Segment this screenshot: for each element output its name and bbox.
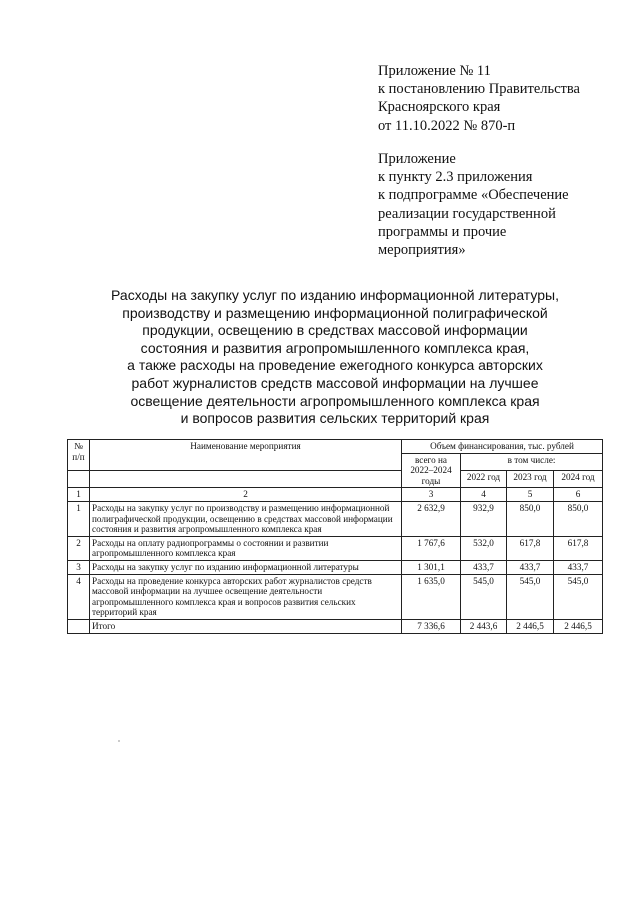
header-total-line: всего на [415, 454, 447, 465]
appendix-11-line: Приложение № 11 [378, 63, 491, 79]
header-funding: Объем финансирования, тыс. рублей [402, 440, 603, 454]
table-row [68, 536, 603, 560]
header-num-cont [68, 470, 90, 487]
row-2024: 850,0 [554, 501, 603, 536]
header-total-line: 2022–2024 годы [410, 465, 452, 486]
row-total: 1 635,0 [402, 574, 461, 619]
row-2023: 433,7 [507, 560, 554, 574]
row-2024: 433,7 [554, 560, 603, 574]
appendix-11-line: к постановлению Правительства [378, 81, 580, 98]
row-name: Расходы на закупку услуг по изданию информационной литературы [90, 560, 402, 574]
total-2022: 2 443,6 [461, 619, 507, 633]
row-2023: 617,8 [507, 536, 554, 560]
row-2022: 532,0 [461, 536, 507, 560]
row-num: 3 [68, 560, 90, 574]
appendix-11-line: Красноярского края [378, 99, 501, 116]
row-2022: 545,0 [461, 574, 507, 619]
header-2023: 2023 год [507, 470, 554, 487]
header-2024: 2024 год [554, 470, 603, 487]
row-total: 1 767,6 [402, 536, 461, 560]
table-header-row [68, 470, 603, 487]
total-2024: 2 446,5 [554, 619, 603, 633]
row-2023: 545,0 [507, 574, 554, 619]
row-2022: 932,9 [461, 501, 507, 536]
row-total: 1 301,1 [402, 560, 461, 574]
row-num: 4 [68, 574, 90, 619]
appendix-2-3-line: Приложение [378, 151, 456, 167]
title-line: освещение деятельности агропромышленного комплекса края [130, 392, 540, 409]
title-line: Расходы на закупку услуг по изданию информационной литературы, [111, 287, 559, 303]
header-num: № п/п [68, 440, 90, 471]
appendix-2-3-line: к подпрограмме «Обеспечение [378, 187, 569, 204]
document-title [70, 287, 600, 428]
column-number: 1 [68, 488, 90, 502]
total-label: Итого [90, 619, 402, 633]
financing-table [67, 439, 603, 634]
title-line: и вопросов развития сельских территорий края [180, 410, 490, 427]
column-number: 3 [402, 488, 461, 502]
table-row [68, 574, 603, 619]
header-name-cont [90, 470, 402, 487]
column-number: 5 [507, 488, 554, 502]
row-num: 1 [68, 501, 90, 536]
row-num: 2 [68, 536, 90, 560]
title-line: производству и размещению информационной полиграфической [122, 304, 548, 321]
column-numbers-row [68, 488, 603, 502]
total-sum: 7 336,6 [402, 619, 461, 633]
row-name: Расходы на закупку услуг по производству и размещению информационной полиграфической продукции, освещению в средствах массовой информации состояния и развития агропромышленного комплекса края [90, 501, 402, 536]
row-name: Расходы на оплату радиопрограммы о состоянии и развитии агропромышленного комплекса края [90, 536, 402, 560]
row-2024: 545,0 [554, 574, 603, 619]
row-total: 2 632,9 [402, 501, 461, 536]
appendix-11-line: от 11.10.2022 № 870-п [378, 117, 516, 134]
header-name: Наименование мероприятия [90, 440, 402, 471]
appendix-2-3-line: реализации государственной [378, 205, 556, 222]
column-number: 2 [90, 488, 402, 502]
total-2023: 2 446,5 [507, 619, 554, 633]
title-line: работ журналистов средств массовой информации на лучшее [131, 374, 539, 391]
appendix-2-3-line: к пункту 2.3 приложения [378, 169, 533, 186]
column-number: 4 [461, 488, 507, 502]
header-total [402, 453, 461, 488]
row-2022: 433,7 [461, 560, 507, 574]
row-name: Расходы на проведение конкурса авторских работ журналистов средств массовой информации на лучшее освещение деятельности агропромышленного комплекса края и вопросов развития сельских территорий края [90, 574, 402, 619]
table-total-row [68, 619, 603, 633]
appendix-2-3-block [378, 150, 569, 259]
header-2022: 2022 год [461, 470, 507, 487]
appendix-2-3-line: программы и прочие [378, 223, 507, 240]
scan-speck [118, 740, 120, 742]
table-header-row [68, 440, 603, 454]
title-line: состояния и развития агропромышленного комплекса края, [140, 339, 530, 356]
column-number: 6 [554, 488, 603, 502]
title-line: а также расходы на проведение ежегодного конкурса авторских [127, 357, 543, 374]
row-2024: 617,8 [554, 536, 603, 560]
appendix-2-3-line: мероприятия» [378, 242, 466, 259]
table-row [68, 560, 603, 574]
appendix-11-block [378, 62, 580, 135]
title-line: продукции, освещению в средствах массовой информации [142, 322, 528, 339]
table-row [68, 501, 603, 536]
total-num [68, 619, 90, 633]
row-2023: 850,0 [507, 501, 554, 536]
header-including: в том числе: [461, 453, 603, 470]
